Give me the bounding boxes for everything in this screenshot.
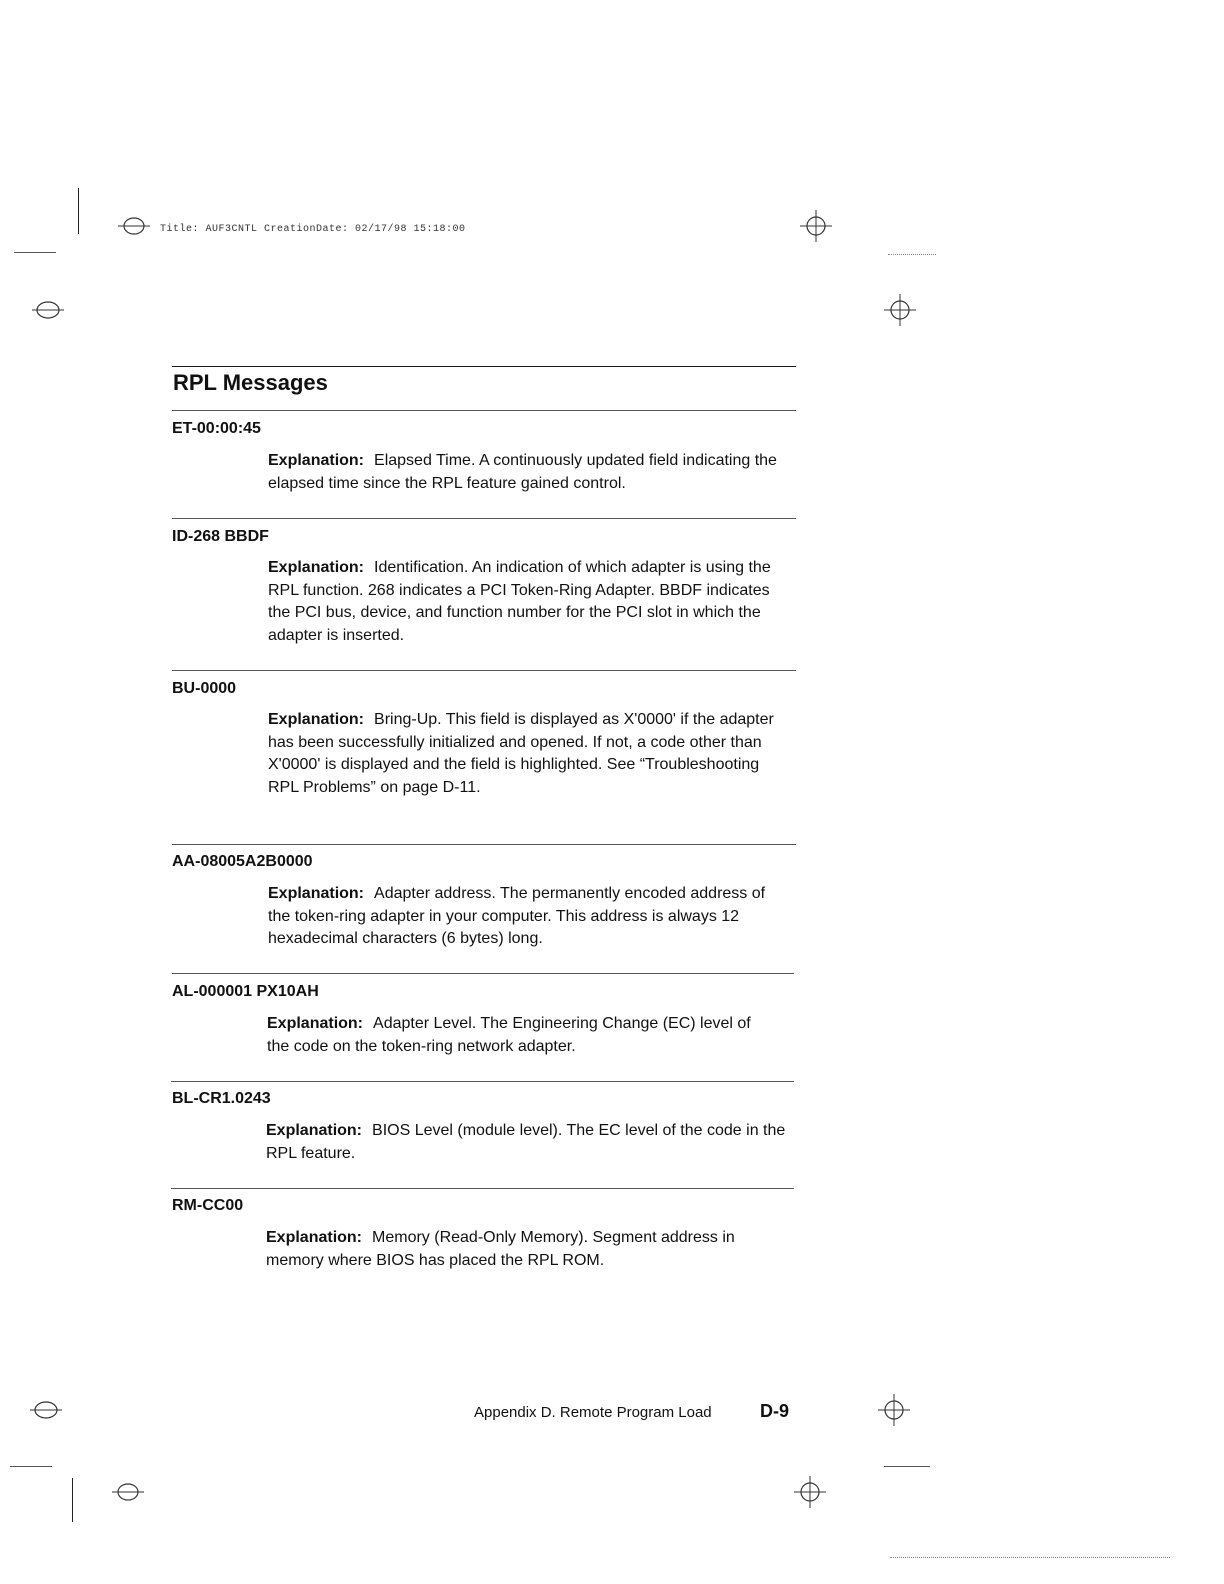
entry-code: ET-00:00:45 (172, 420, 261, 437)
explanation-label: Explanation: (267, 1015, 364, 1032)
entry-explanation (266, 1227, 796, 1272)
entry-code: RM-CC00 (172, 1197, 244, 1214)
section-rule-top (172, 366, 796, 367)
explanation-label: Explanation: (268, 711, 365, 728)
explanation-text: BIOS Level (module level). The EC level of the code in the RPL feature. (266, 1122, 786, 1162)
entry-explanation (267, 1013, 777, 1058)
crop-line (10, 1466, 52, 1467)
entry-rule (172, 410, 796, 411)
crop-dots (890, 1557, 1170, 1558)
entry-code: BU-0000 (172, 680, 237, 697)
crop-line (78, 188, 79, 234)
explanation-label: Explanation: (268, 559, 365, 576)
entry-rule (171, 1188, 794, 1189)
explanation-label: Explanation: (266, 1229, 363, 1246)
entry-rule (172, 670, 796, 671)
entry-explanation (268, 557, 788, 647)
crosshair-mark-icon (798, 208, 834, 244)
explanation-label: Explanation: (268, 885, 365, 902)
explanation-text: Bring-Up. This field is displayed as X'0000' if the adapter has been successfully initialized and opened. If not, a code other than X'0000' is displayed and the field is highlighted. See “Troubleshooting RPL Problems” on page D-11. (268, 711, 774, 796)
explanation-text: Memory (Read-Only Memory). Segment address in memory where BIOS has placed the RPL ROM. (266, 1229, 735, 1269)
entry-code: AA-08005A2B0000 (172, 853, 313, 870)
print-header: Title: AUF3CNTL CreationDate: 02/17/98 15:18:00 (160, 224, 466, 235)
crop-dots (888, 254, 936, 255)
explanation-text: Adapter Level. The Engineering Change (EC) level of the code on the token-ring network adapter. (267, 1015, 751, 1055)
registration-mark-icon (26, 1398, 66, 1422)
explanation-text: Identification. An indication of which adapter is using the RPL function. 268 indicates a PCI Token-Ring Adapter. BBDF indicates the PCI bus, device, and function number for the PCI slot in which the adapter is inserted. (268, 559, 771, 644)
explanation-label: Explanation: (268, 452, 365, 469)
entry-rule (172, 973, 794, 974)
crop-line (14, 252, 56, 253)
crosshair-mark-icon (792, 1474, 828, 1510)
footer-page-number: D-9 (760, 1401, 790, 1421)
section-title: RPL Messages (173, 370, 328, 395)
entry-explanation (268, 450, 808, 495)
crop-line (72, 1478, 73, 1522)
entry-explanation (268, 709, 793, 799)
entry-rule (172, 844, 796, 845)
crosshair-mark-icon (876, 1392, 912, 1428)
entry-rule (172, 518, 796, 519)
crosshair-mark-icon (882, 292, 918, 328)
entry-code: AL-000001 PX10AH (172, 983, 319, 1000)
explanation-text: Elapsed Time. A continuously updated field indicating the elapsed time since the RPL feature gained control. (268, 452, 777, 492)
entry-rule (171, 1081, 794, 1082)
entry-code: ID-268 BBDF (172, 528, 269, 545)
registration-mark-icon (116, 214, 152, 238)
explanation-label: Explanation: (266, 1122, 363, 1139)
footer-chapter: Appendix D. Remote Program Load (474, 1404, 712, 1421)
entry-explanation (266, 1120, 786, 1165)
crop-line (884, 1466, 930, 1467)
explanation-text: Adapter address. The permanently encoded address of the token-ring adapter in your computer. This address is always 12 hexadecimal characters (6 bytes) long. (268, 885, 766, 947)
registration-mark-icon (28, 298, 68, 322)
registration-mark-icon (110, 1480, 146, 1504)
entry-explanation (268, 883, 768, 951)
entry-code: BL-CR1.0243 (172, 1090, 271, 1107)
